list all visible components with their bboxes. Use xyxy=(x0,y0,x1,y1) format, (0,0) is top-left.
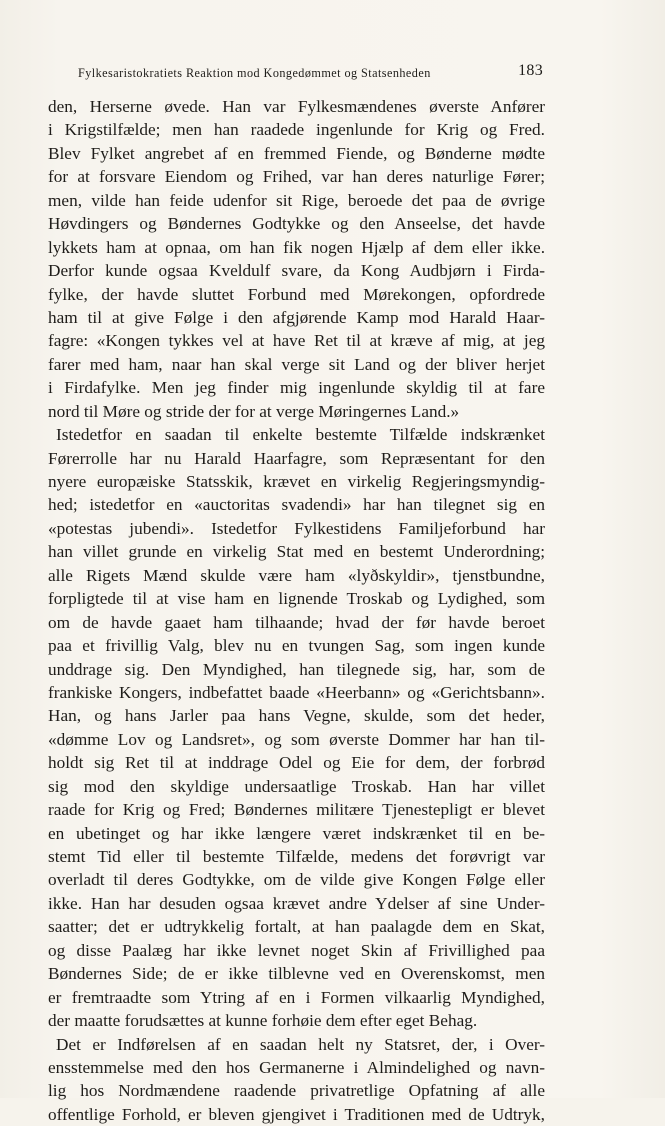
text-line: Høvdingers og Bøndernes Godtykke og den Anseelse, det havde xyxy=(48,214,545,234)
text-line: «potestas jubendi». Istedetfor Fylkestidens Familjeforbund har xyxy=(48,518,545,538)
text-line: om de havde gaaet ham tilhaande; hvad der før havde beroet xyxy=(48,612,545,632)
text-line: alle Rigets Mænd skulde være ham «lyðskyldir», tjenstbundne, xyxy=(48,565,545,585)
text-line: ikke. Han har desuden ogsaa krævet andre Ydelser af sine Under- xyxy=(48,893,545,913)
text-line: Blev Fylket angrebet af en fremmed Fiende, og Bønderne mødte xyxy=(48,143,545,163)
text-line: unddrage sig. Den Myndighed, han tilegnede sig, har, som de xyxy=(48,659,545,679)
text-line: farer med ham, naar han skal verge sit Land og der bliver herjet xyxy=(48,354,545,374)
text-line: men, vilde han feide udenfor sit Rige, beroede det paa de øvrige xyxy=(48,190,545,210)
text-line: er fremtraadte som Ytring af en i Formen vilkaarlig Myndighed, xyxy=(48,987,545,1007)
text-line: fagre: «Kongen tykkes vel at have Ret til at kræve af mig, at jeg xyxy=(48,331,545,351)
text-line: Bøndernes Side; de er ikke tilblevne ved en Overenskomst, men xyxy=(48,964,545,984)
body-text xyxy=(48,95,545,1126)
text-line: paa et frivillig Valg, blev nu en tvungen Sag, som ingen kunde xyxy=(48,636,545,656)
text-line: holdt sig Ret til at inddrage Odel og Eie for dem, der forbrød xyxy=(48,753,545,773)
text-line: «dømme Lov og Landsret», og som øverste Dommer har han til- xyxy=(48,729,545,749)
text-line: sig mod den skyldige undersaatlige Troskab. Han har villet xyxy=(48,776,545,796)
text-line: overladt til deres Godtykke, om de vilde give Kongen Følge eller xyxy=(48,870,545,890)
text-line: ham til at give Følge i den afgjørende Kamp mod Harald Haar- xyxy=(48,307,545,327)
text-line: den, Herserne øvede. Han var Fylkesmændenes øverste Anfører xyxy=(48,97,545,116)
text-line: for at forsvare Eiendom og Frihed, var han deres naturlige Fører; xyxy=(48,167,545,187)
text-line: frankiske Kongers, indbefattet baade «Heerbann» og «Gerichtsbann». xyxy=(48,682,545,702)
running-head: Fylkesaristokratiets Reaktion mod Kongedømmet og Statsenheden xyxy=(78,66,431,80)
text-line: i Krigstilfælde; men han raadede ingenlunde for Krig og Fred. xyxy=(48,120,545,140)
text-line: en ubetinget og har ikke længere været indskrænket til en be- xyxy=(48,823,545,843)
text-line: raade for Krig og Fred; Bøndernes militære Tjenestepligt er blevet xyxy=(48,800,545,820)
text-line: Førerrolle har nu Harald Haarfagre, som Repræsentant for den xyxy=(48,448,545,468)
text-line: forpligtede til at vise ham en lignende Troskab og Lydighed, som xyxy=(48,589,545,609)
text-line: der maatte forudsættes at kunne forhøie dem efter eget Behag. xyxy=(48,1011,478,1031)
page-header xyxy=(78,62,543,84)
text-line: nord til Møre og stride der for at verge Møringernes Land.» xyxy=(48,401,460,421)
text-line: Derfor kunde ogsaa Kveldulf svare, da Kong Audbjørn i Firda- xyxy=(48,261,545,281)
text-line: lig hos Nordmændene raadende privatretlige Opfatning af alle xyxy=(48,1081,545,1101)
text-line: saatter; det er udtrykkelig fortalt, at han paalagde dem en Skat, xyxy=(48,917,545,937)
text-line: lykkets ham at opnaa, om han fik nogen Hjælp af dem eller ikke. xyxy=(48,237,545,257)
text-line: Han, og hans Jarler paa hans Vegne, skulde, som det heder, xyxy=(48,706,545,726)
text-line: Istedetfor en saadan til enkelte bestemte Tilfælde indskrænket xyxy=(56,425,545,445)
text-line: stemt Tid eller til bestemte Tilfælde, medens det forøvrigt var xyxy=(48,847,545,866)
text-line: nyere europæiske Statsskik, krævet en virkelig Regjeringsmyndig- xyxy=(48,472,545,491)
text-line: offentlige Forhold, er bleven gjengivet i Traditionen med de Udtryk, xyxy=(48,1104,545,1124)
text-line: ensstemmelse med den hos Germanerne i Almindelighed og navn- xyxy=(48,1057,545,1077)
text-line: Det er Indførelsen af en saadan helt ny Statsret, der, i Over- xyxy=(56,1034,545,1054)
text-line: fylke, der havde sluttet Forbund med Mørekongen, opfordrede xyxy=(48,284,545,304)
text-line: hed; istedetfor en «auctoritas svadendi» har han tilegnet sig en xyxy=(48,495,545,515)
page-number: 183 xyxy=(518,62,543,79)
text-line: han villet grunde en virkelig Stat med en bestemt Underordning; xyxy=(48,542,545,562)
text-line: i Firdafylke. Men jeg finder mig ingenlunde skyldig til at fare xyxy=(48,378,545,398)
text-line: og disse Paalæg har ikke levnet noget Skin af Frivillighed paa xyxy=(48,940,545,960)
